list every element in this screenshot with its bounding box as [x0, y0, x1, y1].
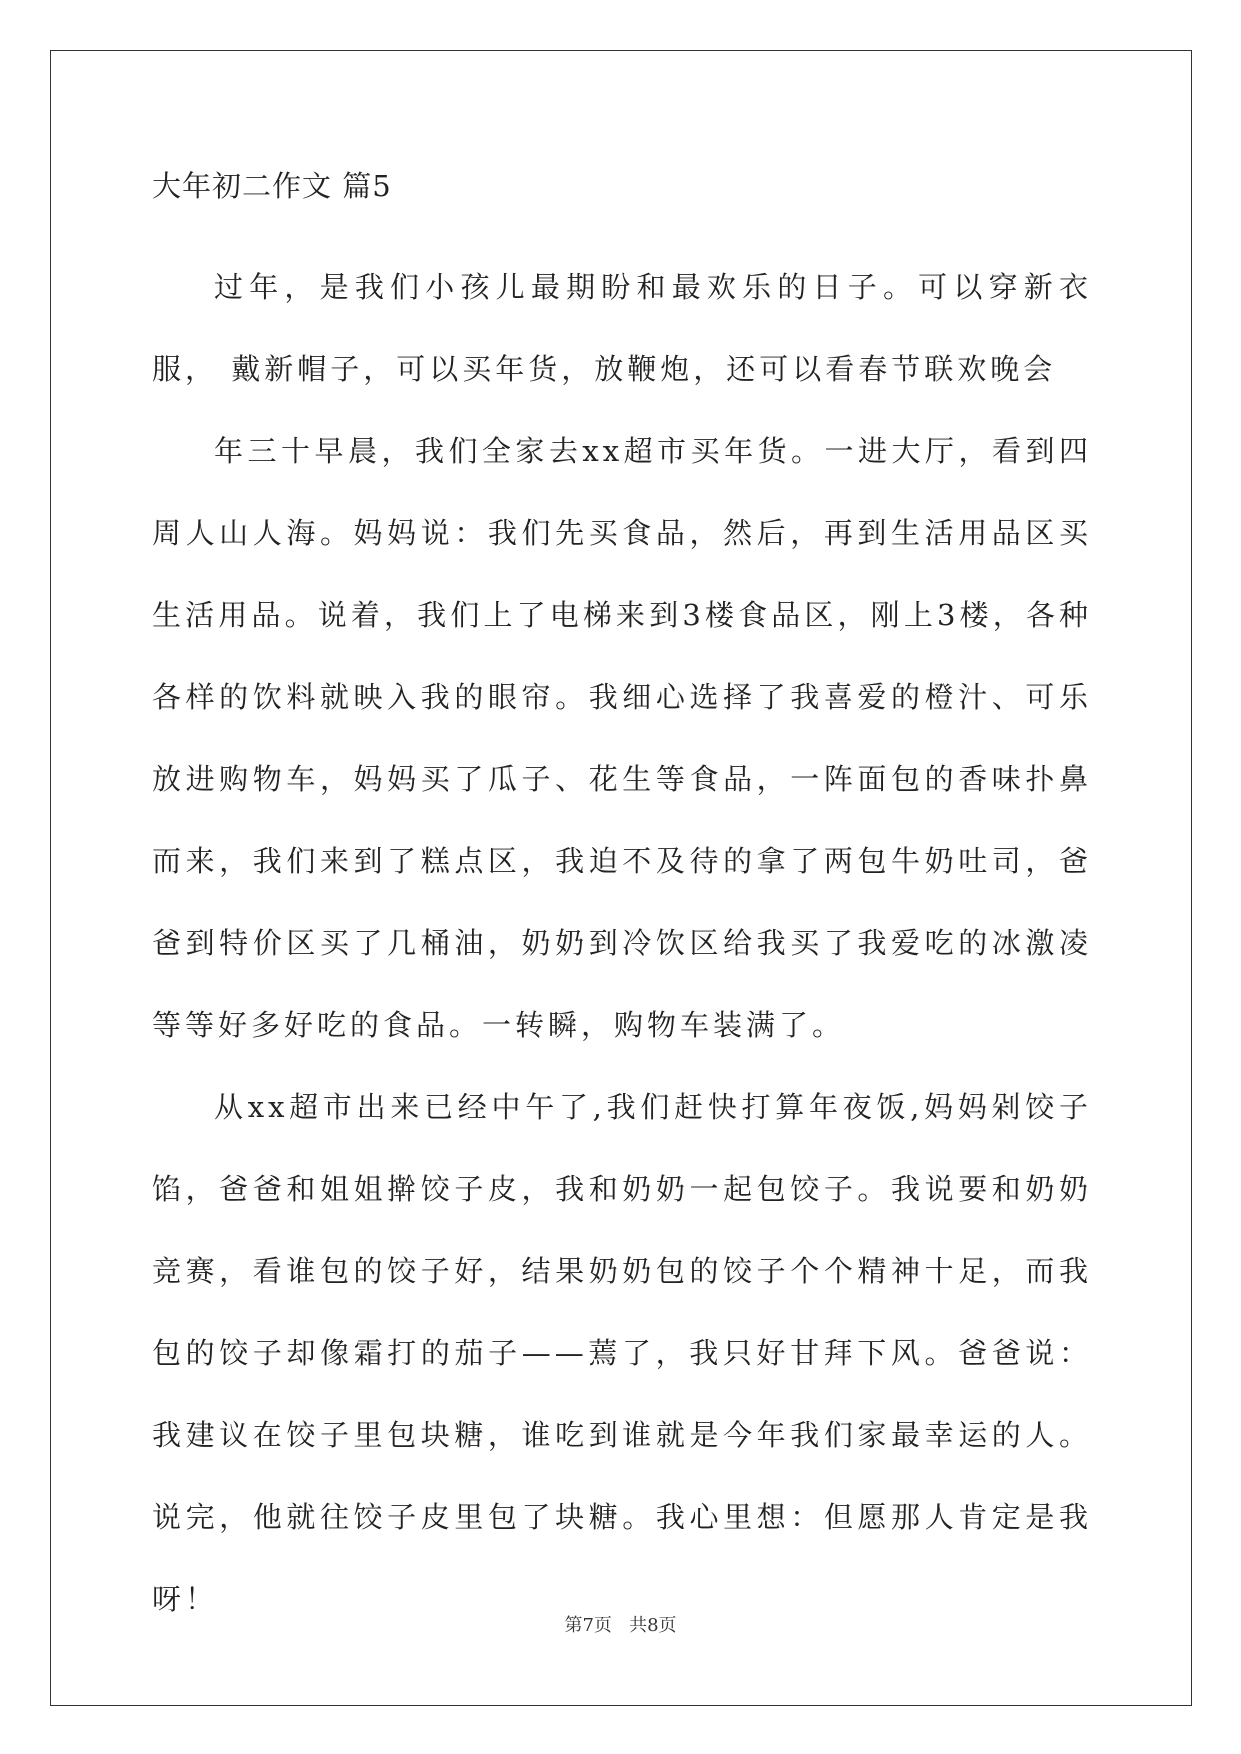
paragraph-2: 年三十早晨，我们全家去xx超市买年货。一进大厅，看到四周人山人海。妈妈说：我们先买食品，然后，再到生活用品区买生活用品。说着，我们上了电梯来到3楼食品区，刚上3楼，各种各样的饮料就映入我的眼帘。我细心选择了我喜爱的橙汁、可乐放进购物车，妈妈买了瓜子、花生等食品，一阵面包的香味扑鼻而来，我们来到了糕点区，我迫不及待的拿了两包牛奶吐司，爸爸到特价区买了几桶油，奶奶到冷饮区给我买了我爱吃的冰激凌等等好多好吃的食品。一转瞬，购物车装满了。 — [152, 434, 1092, 1042]
paragraph-1: 过年，是我们小孩儿最期盼和最欢乐的日子。可以穿新衣服， 戴新帽子，可以买年货，放鞭炮，还可以看春节联欢晚会 — [152, 270, 1092, 386]
paragraph-3: 从xx超市出来已经中午了,我们赶快打算年夜饭,妈妈剁饺子馅，爸爸和姐姐擀饺子皮，我和奶奶一起包饺子。我说要和奶奶竞赛，看谁包的饺子好，结果奶奶包的饺子个个精神十足，而我包的饺子却像霜打的茄子——蔫了，我只好甘拜下风。爸爸说：我建议在饺子里包块糖，谁吃到谁就是今年我们家最幸运的人。说完，他就往饺子皮里包了块糖。我心里想：但愿那人肯定是我呀！ — [152, 1090, 1092, 1616]
document-body — [152, 164, 1092, 1640]
page-footer — [0, 1611, 1241, 1637]
document-title: 大年初二作文 篇5 — [152, 169, 392, 203]
page-number: 第7页 共8页 — [564, 1615, 677, 1636]
